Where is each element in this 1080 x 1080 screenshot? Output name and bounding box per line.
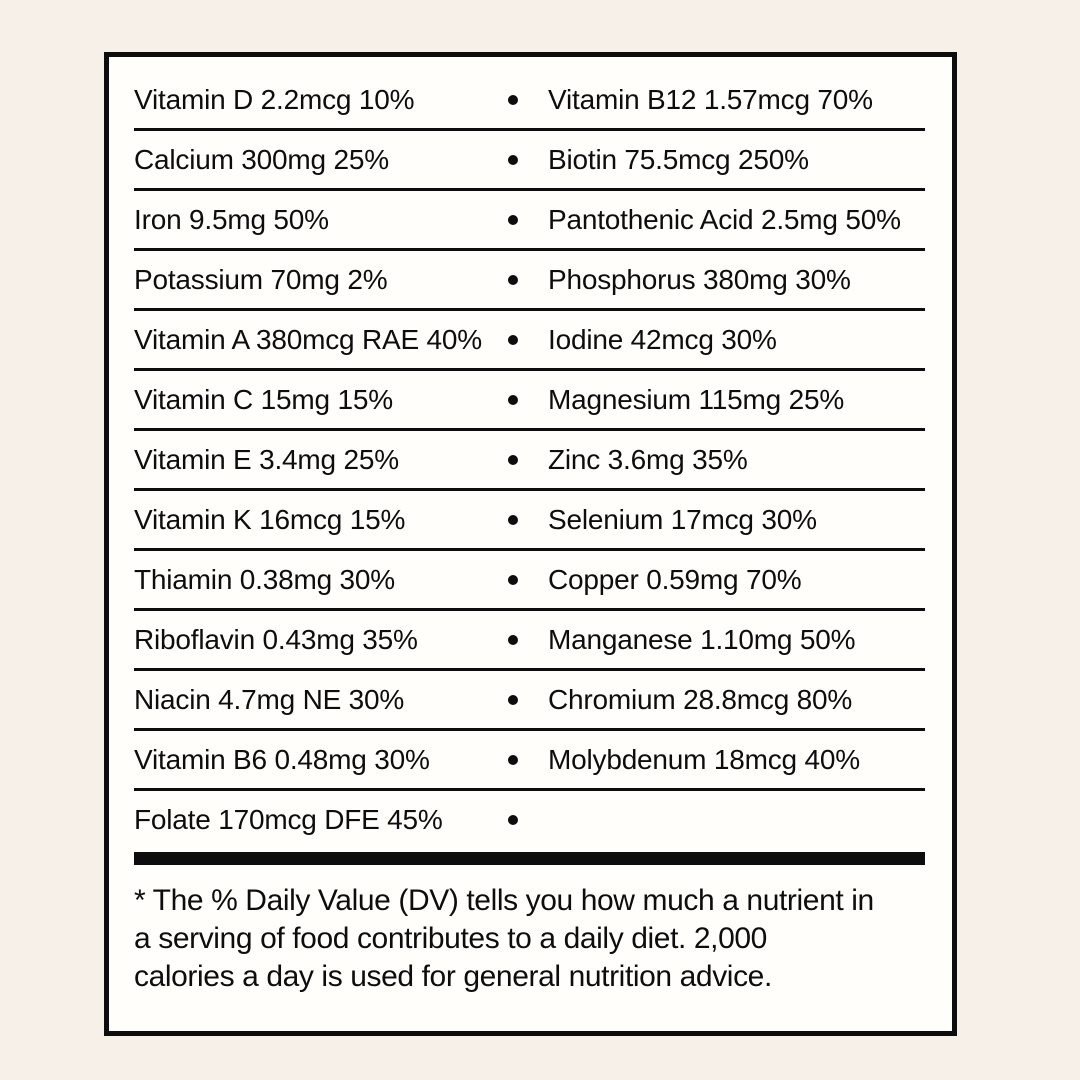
bullet-separator-icon	[508, 695, 518, 705]
thick-divider-rule	[134, 852, 925, 865]
nutrient-row	[134, 611, 925, 671]
nutrient-left-value: Calcium 300mg 25%	[134, 143, 389, 175]
nutrient-right-value: Iodine 42mcg 30%	[548, 323, 777, 355]
nutrient-left-value: Thiamin 0.38mg 30%	[134, 563, 395, 595]
nutrition-label-panel	[104, 52, 957, 1036]
bullet-separator-icon	[508, 815, 518, 825]
bullet-separator-icon	[508, 215, 518, 225]
bullet-separator-icon	[508, 395, 518, 405]
nutrient-right-value: Zinc 3.6mg 35%	[548, 443, 748, 475]
nutrient-row	[134, 671, 925, 731]
nutrient-row	[134, 491, 925, 551]
footnote-line: calories a day is used for general nutrition advice.	[134, 960, 772, 993]
nutrient-left-value: Potassium 70mg 2%	[134, 263, 388, 295]
bullet-separator-icon	[508, 455, 518, 465]
nutrient-left-value: Riboflavin 0.43mg 35%	[134, 623, 418, 655]
nutrient-left-value: Vitamin E 3.4mg 25%	[134, 443, 399, 475]
nutrient-row	[134, 131, 925, 191]
nutrient-row	[134, 71, 925, 131]
nutrient-row	[134, 191, 925, 251]
nutrient-row	[134, 551, 925, 611]
nutrient-right-value: Selenium 17mcg 30%	[548, 503, 817, 535]
nutrient-row	[134, 311, 925, 371]
daily-value-footnote	[134, 882, 922, 996]
bullet-separator-icon	[508, 335, 518, 345]
nutrient-left-value: Iron 9.5mg 50%	[134, 203, 329, 235]
nutrient-left-value: Vitamin K 16mcg 15%	[134, 503, 406, 535]
nutrient-left-value: Niacin 4.7mg NE 30%	[134, 683, 405, 715]
nutrient-left-value: Vitamin C 15mg 15%	[134, 383, 393, 415]
bullet-separator-icon	[508, 275, 518, 285]
bullet-separator-icon	[508, 155, 518, 165]
nutrient-right-value: Biotin 75.5mcg 250%	[548, 143, 809, 175]
nutrient-right-value: Vitamin B12 1.57mcg 70%	[548, 83, 873, 115]
nutrient-row	[134, 251, 925, 311]
footnote-line: a serving of food contributes to a daily diet. 2,000	[134, 922, 767, 955]
bullet-separator-icon	[508, 515, 518, 525]
footnote-line: * The % Daily Value (DV) tells you how much a nutrient in	[134, 884, 874, 917]
bullet-separator-icon	[508, 755, 518, 765]
nutrient-right-value: Phosphorus 380mg 30%	[548, 263, 851, 295]
nutrient-right-value: Pantothenic Acid 2.5mg 50%	[548, 203, 901, 235]
nutrient-row	[134, 791, 925, 848]
nutrient-right-value: Molybdenum 18mcg 40%	[548, 743, 860, 775]
bullet-separator-icon	[508, 95, 518, 105]
nutrient-right-value: Copper 0.59mg 70%	[548, 563, 802, 595]
nutrient-left-value: Folate 170mcg DFE 45%	[134, 803, 443, 835]
nutrient-row	[134, 431, 925, 491]
nutrient-right-value: Magnesium 115mg 25%	[548, 383, 845, 415]
nutrient-right-value: Chromium 28.8mcg 80%	[548, 683, 853, 715]
nutrient-row	[134, 371, 925, 431]
nutrient-left-value: Vitamin B6 0.48mg 30%	[134, 743, 430, 775]
bullet-separator-icon	[508, 635, 518, 645]
nutrient-left-value: Vitamin D 2.2mcg 10%	[134, 83, 415, 115]
nutrient-left-value: Vitamin A 380mcg RAE 40%	[134, 323, 482, 355]
nutrient-right-value: Manganese 1.10mg 50%	[548, 623, 856, 655]
nutrient-row	[134, 731, 925, 791]
nutrient-table	[134, 71, 925, 848]
bullet-separator-icon	[508, 575, 518, 585]
